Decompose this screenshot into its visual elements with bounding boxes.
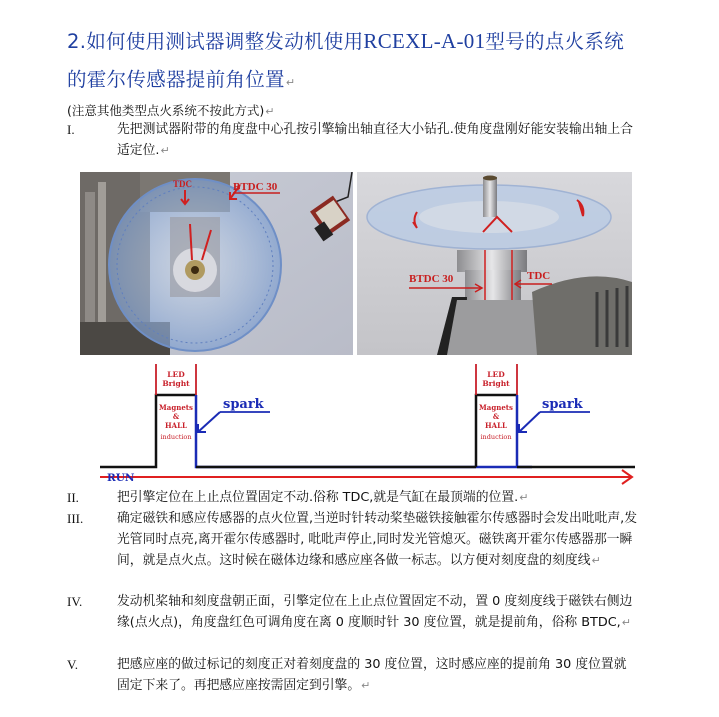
title-text: 2.如何使用测试器调整发动机使用 xyxy=(67,30,364,53)
paragraph-mark-icon: ↵ xyxy=(361,679,371,692)
led-label: LED xyxy=(167,370,185,379)
step-5 xyxy=(67,654,637,696)
step-text: 把感应座的做过标记的刻度正对着刻度盘的 30 度位置，这时感应座的提前角 30 度位置就固定下来了。再把感应座按需固定到引擎。 xyxy=(117,657,627,693)
tdc-label: TDC xyxy=(527,270,551,282)
spark-label: spark xyxy=(223,397,264,412)
paragraph-mark-icon: ↵ xyxy=(285,76,296,89)
model-number: RCEXL-A-01 xyxy=(363,29,486,53)
led-label-2: Bright xyxy=(162,379,190,388)
led-label-2: Bright xyxy=(482,379,510,388)
btdc-label: BTDC 30 xyxy=(233,181,278,193)
step-number: V. xyxy=(67,657,78,672)
note-text xyxy=(67,101,274,119)
photo-engine-side-dial xyxy=(357,172,632,355)
step-text: 先把测试器附带的角度盘中心孔按引擎输出轴直径大小钻孔.使角度盘刚好能安装输出轴上合适定位. xyxy=(117,122,633,158)
step-number: III. xyxy=(67,511,84,526)
step-text: 确定磁铁和感应传感器的点火位置,当逆时针转动桨垫磁铁接触霍尔传感器时会发出吡吡声,发光管同时点亮,离开霍尔传感器时, 吡吡声停止,同时发光管熄灭。磁铁离开霍尔传感器那一瞬间，就是点火点。这时候在磁体边缘和感应座各做一标志。以方便对刻度盘的刻度线 xyxy=(117,511,638,568)
timing-diagram xyxy=(80,360,640,488)
step-number: I. xyxy=(67,122,75,137)
magnets-label: Magnets xyxy=(159,403,193,412)
page-title-line-2 xyxy=(67,64,295,92)
btdc-label: BTDC 30 xyxy=(409,273,454,285)
hall-label: HALL xyxy=(165,421,187,430)
step-number: II. xyxy=(67,490,79,505)
note-content: (注意其他类型点火系统不按此方式) xyxy=(67,103,265,118)
paragraph-mark-icon: ↵ xyxy=(621,616,631,629)
ampersand-label: & xyxy=(172,412,180,421)
step-text: 发动机桨轴和刻度盘朝正面，引擎定位在上止点位置固定不动，置 0 度刻度线于磁铁右侧边缘(点火点)，角度盘红色可调角度在离 0 度顺时针 30 度位置，就是提前角，俗称 BTDC, xyxy=(117,594,633,630)
title-text-line2: 的霍尔传感器提前角位置 xyxy=(67,68,285,91)
paragraph-mark-icon: ↵ xyxy=(265,105,275,118)
page-title-line-1 xyxy=(67,26,624,54)
step-2 xyxy=(67,487,637,508)
induction-label: induction xyxy=(160,433,192,441)
photo-engine-front-dial xyxy=(80,172,355,355)
step-text: 把引擎定位在上止点位置固定不动.俗称 TDC,就是气缸在最顶端的位置. xyxy=(117,490,519,505)
step-4 xyxy=(67,591,637,633)
hall-label: HALL xyxy=(485,421,507,430)
tdc-label: TDC xyxy=(173,179,193,189)
step-3 xyxy=(67,508,637,571)
step-number: IV. xyxy=(67,594,83,609)
paragraph-mark-icon: ↵ xyxy=(519,491,529,504)
run-axis-label: RUN xyxy=(107,472,135,484)
photo-strip xyxy=(80,172,632,355)
step-1 xyxy=(67,119,637,161)
induction-label: induction xyxy=(480,433,512,441)
paragraph-mark-icon: ↵ xyxy=(591,554,601,567)
led-label: LED xyxy=(487,370,505,379)
ampersand-label: & xyxy=(492,412,500,421)
title-text-suffix: 型号的点火系统 xyxy=(485,30,625,53)
magnets-label: Magnets xyxy=(479,403,513,412)
paragraph-mark-icon: ↵ xyxy=(160,144,170,157)
spark-label: spark xyxy=(542,397,583,412)
